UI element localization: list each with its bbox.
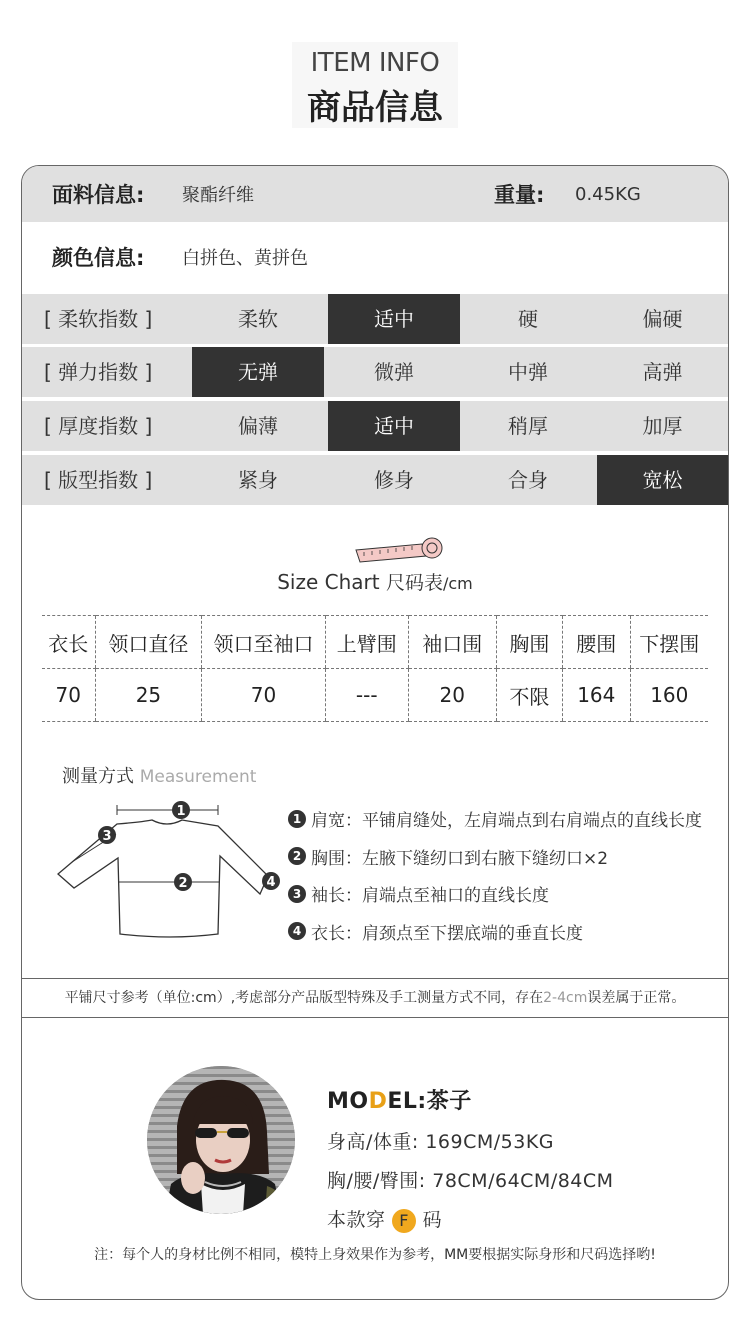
index-option: 中弹 bbox=[508, 360, 548, 384]
model-note: 注：每个人的身材比例不相同，模特上身效果作为参考，MM要根据实际身形和尺码选择哟! bbox=[94, 1247, 656, 1263]
index-option: 稍厚 bbox=[508, 414, 548, 438]
index-name: [ 版型指数 ] bbox=[44, 468, 153, 492]
size-header-cell: 胸围 bbox=[496, 616, 562, 669]
size-chart-title-en: Size Chart bbox=[277, 570, 380, 594]
index-row-elasticity bbox=[22, 347, 728, 397]
model-measurements: 胸/腰/臀围: 78CM/64CM/84CM bbox=[327, 1170, 614, 1192]
index-option: 偏硬 bbox=[642, 307, 683, 331]
measurement-item bbox=[288, 838, 702, 876]
measurement-text: 肩宽：平铺肩缝处，左肩端点到右肩端点的直线长度 bbox=[311, 811, 702, 832]
color-row bbox=[22, 229, 728, 285]
size-table-value-row bbox=[42, 669, 708, 722]
size-value-cell: --- bbox=[325, 669, 408, 722]
index-name: [ 弹力指数 ] bbox=[44, 360, 153, 384]
flat-note-main: 平铺尺寸参考（单位:cm）,考虑部分产品版型特殊及手工测量方式不同，存在 bbox=[64, 990, 544, 1006]
measurement-text: 袖长：肩端点至袖口的直线长度 bbox=[311, 886, 549, 907]
color-label: 颜色信息: bbox=[52, 246, 145, 270]
index-option: 高弹 bbox=[642, 360, 683, 384]
diagram-label-4 bbox=[256, 866, 286, 896]
model-title-d: D bbox=[368, 1089, 388, 1114]
measurement-item bbox=[288, 913, 702, 951]
size-header-cell: 下摆围 bbox=[630, 616, 708, 669]
color-value: 白拼色、黄拼色 bbox=[182, 248, 308, 269]
fabric-row bbox=[22, 166, 728, 222]
measurement-number: 2 bbox=[288, 847, 306, 865]
measurement-title-en: Measurement bbox=[139, 767, 257, 787]
flat-note-range: 2-4cm bbox=[543, 990, 588, 1006]
index-option: 硬 bbox=[518, 307, 538, 331]
measurement-title bbox=[62, 762, 256, 788]
size-table-header-row bbox=[42, 616, 708, 669]
size-value-cell: 20 bbox=[408, 669, 496, 722]
size-header-cell: 衣长 bbox=[42, 616, 95, 669]
size-chart-title bbox=[22, 568, 728, 595]
diagram-label-2 bbox=[174, 873, 192, 891]
model-title-rest: EL:茶子 bbox=[387, 1089, 472, 1114]
size-value-cell: 70 bbox=[202, 669, 325, 722]
index-option: 紧身 bbox=[238, 468, 278, 492]
model-avatar bbox=[147, 1066, 295, 1214]
index-name: [ 柔软指数 ] bbox=[44, 307, 153, 331]
size-value-cell: 70 bbox=[42, 669, 95, 722]
diagram-label-1 bbox=[172, 801, 190, 819]
wears-prefix: 本款穿 bbox=[327, 1209, 386, 1231]
header-title-cn: 商品信息 bbox=[307, 88, 443, 128]
size-value-cell: 160 bbox=[630, 669, 708, 722]
svg-text:4: 4 bbox=[266, 875, 276, 890]
size-badge: F bbox=[392, 1209, 416, 1233]
measuring-tape-icon bbox=[352, 536, 448, 564]
index-option: 柔软 bbox=[238, 307, 278, 331]
size-header-cell: 领口至袖口 bbox=[202, 616, 325, 669]
model-title-prefix: M bbox=[327, 1089, 350, 1114]
size-chart-title-cn: 尺码表 bbox=[385, 572, 443, 594]
index-name: [ 厚度指数 ] bbox=[44, 414, 153, 438]
index-option: 修身 bbox=[374, 468, 414, 492]
measurement-list bbox=[288, 800, 702, 950]
size-value-cell: 不限 bbox=[496, 669, 562, 722]
size-header-cell: 领口直径 bbox=[95, 616, 202, 669]
model-wears-size bbox=[327, 1205, 614, 1233]
size-chart-unit: /cm bbox=[442, 574, 473, 593]
model-title-o: O bbox=[349, 1089, 369, 1114]
size-value-cell: 164 bbox=[563, 669, 631, 722]
model-info bbox=[327, 1084, 614, 1233]
measurement-number: 3 bbox=[288, 885, 306, 903]
svg-text:1: 1 bbox=[176, 804, 186, 819]
fabric-value: 聚酯纤维 bbox=[182, 185, 254, 206]
header-title-en: ITEM INFO bbox=[310, 48, 440, 78]
index-option: 偏薄 bbox=[238, 414, 278, 438]
diagram-label-3 bbox=[98, 826, 116, 844]
index-option-selected: 适中 bbox=[328, 294, 460, 344]
flat-note-tail: 误差属于正常。 bbox=[587, 990, 686, 1006]
index-option-selected: 宽松 bbox=[597, 455, 728, 505]
index-row-softness bbox=[22, 294, 728, 344]
model-height-weight: 身高/体重: 169CM/53KG bbox=[327, 1131, 555, 1153]
index-option: 加厚 bbox=[642, 414, 683, 438]
size-header-cell: 袖口围 bbox=[408, 616, 496, 669]
measurement-item bbox=[288, 875, 702, 913]
wears-suffix: 码 bbox=[422, 1209, 443, 1231]
size-value-cell: 25 bbox=[95, 669, 202, 722]
measurement-text: 胸围：左腋下缝纫口到右腋下缝纫口×2 bbox=[311, 848, 609, 869]
index-option-selected: 适中 bbox=[328, 401, 460, 451]
info-card bbox=[21, 165, 729, 1300]
weight-value: 0.45KG bbox=[575, 183, 641, 205]
size-header-cell: 上臂围 bbox=[325, 616, 408, 669]
measurement-title-cn: 测量方式 bbox=[62, 766, 134, 787]
svg-text:2: 2 bbox=[178, 876, 188, 891]
index-row-fit bbox=[22, 455, 728, 505]
header bbox=[0, 0, 750, 140]
flat-measurement-note bbox=[22, 978, 728, 1018]
index-option: 合身 bbox=[508, 468, 548, 492]
svg-text:3: 3 bbox=[102, 829, 112, 844]
measurement-text: 衣长：肩颈点至下摆底端的垂直长度 bbox=[311, 923, 583, 944]
measurement-number: 1 bbox=[288, 810, 306, 828]
fabric-label: 面料信息: bbox=[52, 183, 145, 207]
size-table bbox=[42, 615, 708, 722]
measurement-item bbox=[288, 800, 702, 838]
weight-label: 重量: bbox=[494, 183, 545, 207]
index-row-thickness bbox=[22, 401, 728, 451]
index-option: 微弹 bbox=[374, 360, 414, 384]
measurement-number: 4 bbox=[288, 922, 306, 940]
index-option-selected: 无弹 bbox=[192, 347, 324, 397]
size-header-cell: 腰围 bbox=[563, 616, 631, 669]
model-title bbox=[327, 1084, 614, 1115]
